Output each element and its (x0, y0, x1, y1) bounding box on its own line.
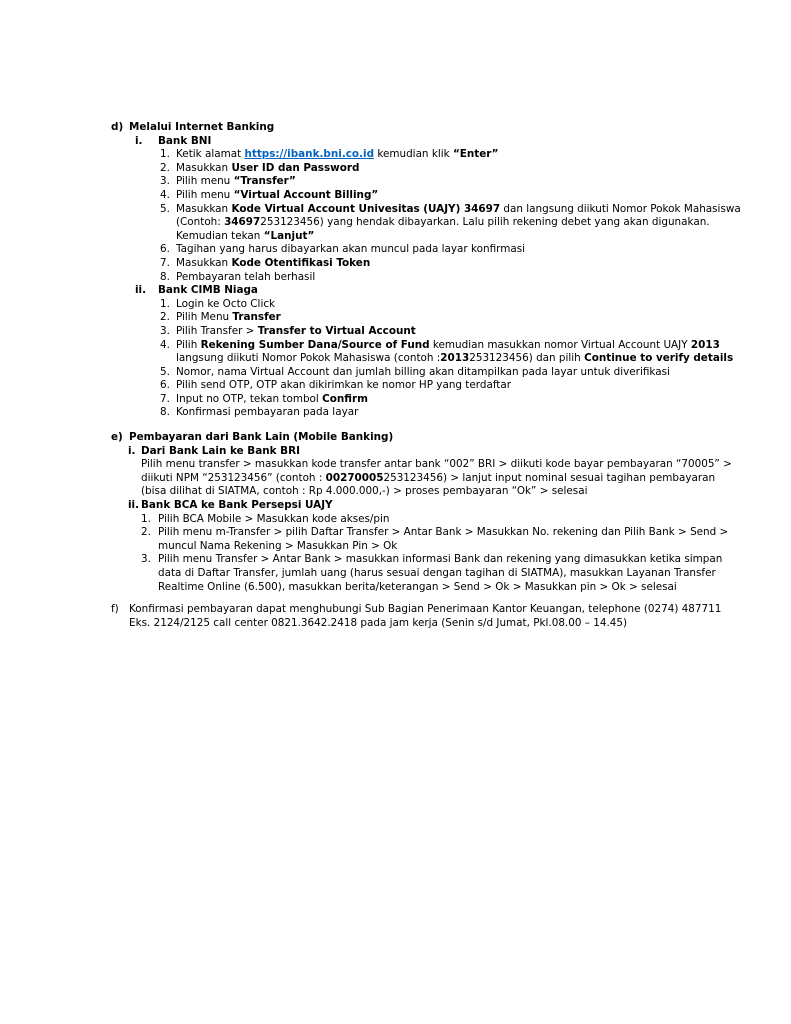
list-text: Pilih Transfer > Transfer to Virtual Account (176, 324, 416, 337)
list-item (0, 526, 791, 540)
list-number: 3. (141, 553, 151, 566)
list-number: 3. (160, 324, 170, 337)
paragraph-line (0, 603, 791, 617)
subsection-label: ii. (128, 498, 140, 511)
list-item (0, 243, 791, 257)
subsection-heading-bni (0, 135, 791, 149)
list-item (0, 553, 791, 567)
list-item (0, 175, 791, 189)
list-text: data di Daftar Transfer, jumlah uang (harus sesuai dengan tagihan di SIATMA), masukkan Layanan Transfer (158, 566, 716, 579)
list-item (0, 203, 791, 217)
list-item (0, 189, 791, 203)
subsection-title: Bank CIMB Niaga (158, 284, 258, 297)
subsection-heading-bca (0, 499, 791, 513)
list-item (0, 393, 791, 407)
paragraph-text: (bisa dilihat di SIATMA, contoh : Rp 4.000.000,-) > proses pembayaran “Ok” > selesai (141, 485, 588, 498)
list-item-continuation (0, 540, 791, 554)
list-text: Pilih menu “Transfer” (176, 175, 296, 188)
list-text: Masukkan Kode Otentifikasi Token (176, 256, 371, 269)
list-text: langsung diikuti Nomor Pokok Mahasiswa (contoh :2013253123456) dan pilih Continue to verify details (176, 352, 734, 365)
list-item-continuation (0, 581, 791, 595)
paragraph-line (0, 472, 791, 486)
subsection-title: Dari Bank Lain ke Bank BRI (141, 444, 300, 457)
section-heading (0, 431, 791, 445)
list-item (0, 148, 791, 162)
list-number: 2. (141, 526, 151, 539)
list-text: Pilih Menu Transfer (176, 311, 281, 324)
list-text: Pilih send OTP, OTP akan dikirimkan ke nomor HP yang terdaftar (176, 379, 512, 392)
list-item-continuation (0, 216, 791, 230)
list-text: Pembayaran telah berhasil (176, 270, 316, 283)
list-item-continuation (0, 567, 791, 581)
list-item (0, 162, 791, 176)
list-item (0, 298, 791, 312)
list-number: 4. (160, 188, 170, 201)
list-item (0, 325, 791, 339)
list-text: Nomor, nama Virtual Account dan jumlah billing akan ditampilkan pada layar untuk diverifikasi (176, 365, 670, 378)
list-text: muncul Nama Rekening > Masukkan Pin > Ok (158, 539, 398, 552)
list-item (0, 366, 791, 380)
paragraph-text: diikuti NPM “253123456” (contoh : 00270005253123456) > lanjut input nominal sesuai tagihan pembayaran (141, 471, 716, 484)
paragraph-line (0, 617, 791, 631)
list-number: 5. (160, 365, 170, 378)
paragraph-text: Konfirmasi pembayaran dapat menghubungi Sub Bagian Penerimaan Kantor Keuangan, telephone (0274) 487711 (129, 603, 722, 615)
list-number: 3. (160, 175, 170, 188)
list-text: (Contoh: 34697253123456) yang hendak dibayarkan. Lalu pilih rekening debet yang akan digunakan. (176, 216, 710, 229)
list-item (0, 406, 791, 420)
list-item-continuation (0, 230, 791, 244)
subsection-heading-cimb (0, 284, 791, 298)
list-text: Login ke Octo Click (176, 297, 276, 310)
list-text: Ketik alamat https://ibank.bni.co.id kemudian klik “Enter” (176, 148, 499, 161)
paragraph-text: Pilih menu transfer > masukkan kode transfer antar bank “002” BRI > diikuti kode bayar pembayaran “70005” > (141, 458, 732, 471)
section-label: d) (111, 121, 124, 133)
list-text: Masukkan Kode Virtual Account Univesitas (UAJY) 34697 dan langsung diikuti Nomor Pokok Mahasiswa (176, 202, 741, 215)
list-text: Realtime Online (6.500), masukkan berita/keterangan > Send > Ok > Masukkan pin > Ok > selesai (158, 580, 677, 593)
paragraph-line (0, 485, 791, 499)
section-mobile-banking (0, 431, 791, 594)
list-text: Pilih Rekening Sumber Dana/Source of Fund kemudian masukkan nomor Virtual Account UAJY 2013 (176, 338, 720, 351)
section-title: Pembayaran dari Bank Lain (Mobile Banking) (129, 431, 394, 443)
list-text: Pilih BCA Mobile > Masukkan kode akses/pin (158, 512, 390, 525)
list-number: 1. (141, 512, 151, 525)
list-number: 1. (160, 297, 170, 310)
list-item (0, 257, 791, 271)
list-text: Pilih menu Transfer > Antar Bank > masukkan informasi Bank dan rekening yang dimasukkan ketika simpan (158, 553, 723, 566)
list-item (0, 311, 791, 325)
list-item (0, 339, 791, 353)
list-text: Kemudian tekan “Lanjut” (176, 229, 315, 242)
list-text: Masukkan User ID dan Password (176, 161, 360, 174)
list-number: 8. (160, 270, 170, 283)
paragraph-text: Eks. 2124/2125 call center 0821.3642.2418 pada jam kerja (Senin s/d Jumat, Pkl.08.00 – 14.45) (129, 616, 628, 629)
list-number: 5. (160, 202, 170, 215)
subsection-label: i. (128, 444, 136, 457)
list-number: 7. (160, 256, 170, 269)
list-number: 8. (160, 406, 170, 419)
ibank-bni-link[interactable]: https://ibank.bni.co.id (244, 148, 375, 161)
subsection-heading-bri (0, 445, 791, 459)
list-item (0, 379, 791, 393)
paragraph-line (0, 458, 791, 472)
list-text: Input no OTP, tekan tombol Confirm (176, 392, 368, 405)
section-label: f) (111, 603, 119, 615)
section-confirmation (0, 603, 791, 630)
section-title: Melalui Internet Banking (129, 121, 275, 133)
section-internet-banking (0, 121, 791, 420)
list-number: 6. (160, 243, 170, 256)
list-number: 1. (160, 148, 170, 161)
list-item-continuation (0, 352, 791, 366)
list-item (0, 271, 791, 285)
list-number: 4. (160, 338, 170, 351)
subsection-label: i. (135, 134, 143, 147)
list-text: Konfirmasi pembayaran pada layar (176, 406, 359, 419)
list-item (0, 513, 791, 527)
list-number: 6. (160, 379, 170, 392)
subsection-title: Bank BCA ke Bank Persepsi UAJY (141, 498, 333, 511)
list-number: 2. (160, 311, 170, 324)
list-number: 7. (160, 392, 170, 405)
section-heading (0, 121, 791, 135)
list-number: 2. (160, 161, 170, 174)
list-text: Pilih menu m-Transfer > pilih Daftar Transfer > Antar Bank > Masukkan No. rekening dan Pilih Bank > Send > (158, 526, 729, 539)
section-label: e) (111, 431, 123, 443)
list-text: Tagihan yang harus dibayarkan akan muncul pada layar konfirmasi (176, 243, 525, 256)
list-text: Pilih menu “Virtual Account Billing” (176, 188, 379, 201)
subsection-label: ii. (135, 284, 147, 297)
subsection-title: Bank BNI (158, 134, 212, 147)
